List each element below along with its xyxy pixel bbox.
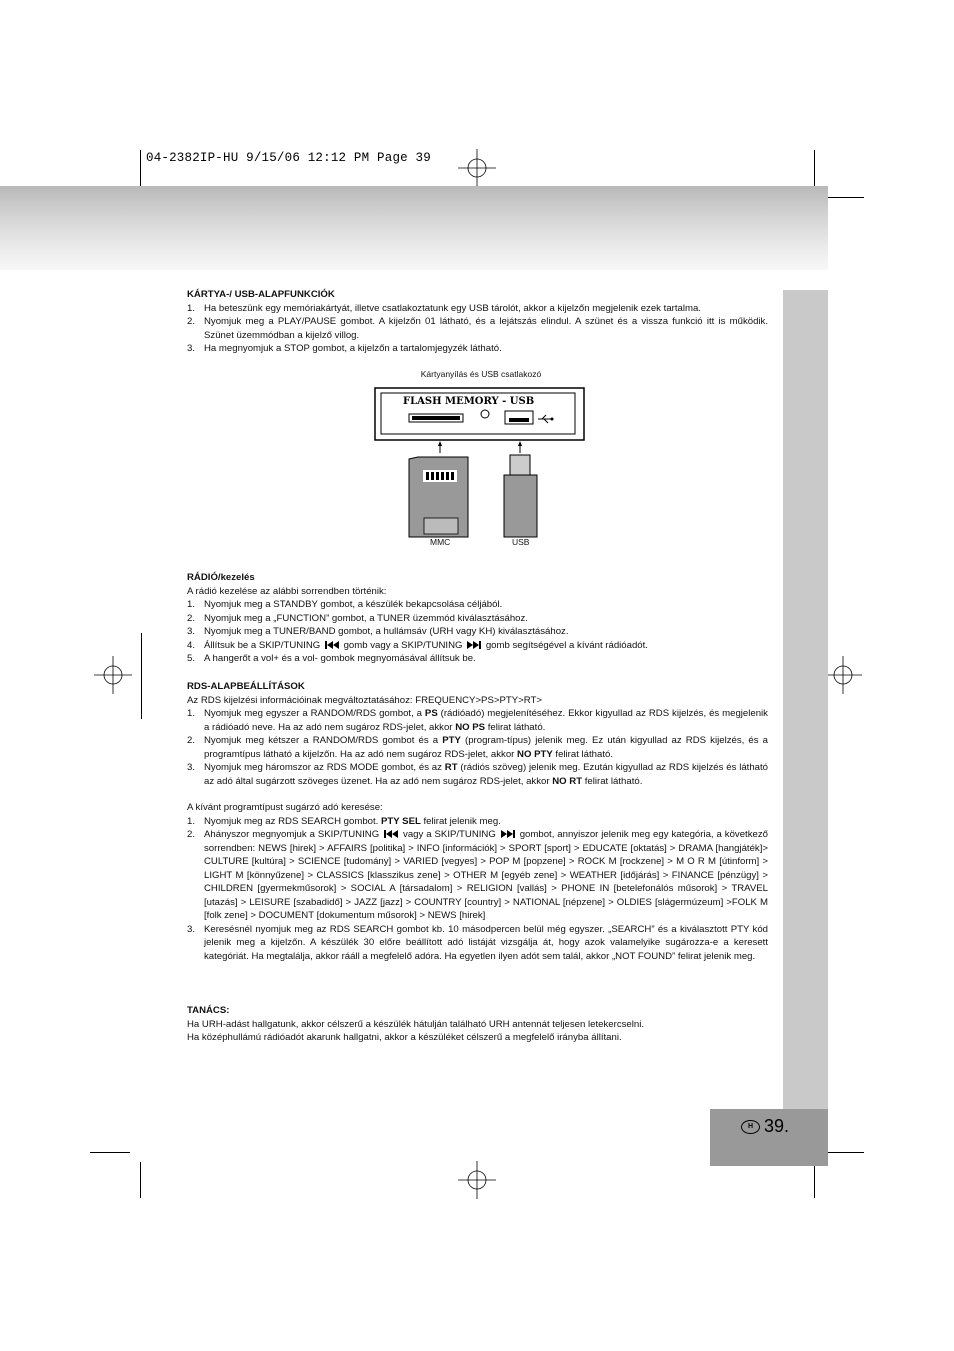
list-item: 1. Nyomjuk meg az RDS SEARCH gombot. PTY SEL felirat jelenik meg. bbox=[187, 815, 501, 827]
list-item: 2. Nyomjuk meg a „FUNCTION” gombot, a TUNER üzemmód kiválasztásához. bbox=[187, 612, 528, 624]
page-number bbox=[741, 1116, 789, 1137]
usb-label: USB bbox=[512, 537, 530, 547]
panel-label: FLASH MEMORY - USB bbox=[403, 396, 535, 407]
skip-forward-icon bbox=[467, 641, 481, 649]
print-slug: 04-2382IP-HU 9/15/06 12:12 PM Page 39 bbox=[146, 151, 431, 165]
list-item: 5. A hangerőt a vol+ és a vol- gombok megnyomásával állítsuk be. bbox=[187, 653, 476, 664]
header-gradient-band bbox=[0, 186, 828, 270]
list-item: 3. Nyomjuk meg a TUNER/BAND gombot, a hullámsáv (URH vagy KH) kiválasztásához. bbox=[187, 626, 569, 637]
section-heading: KÁRTYA-/ USB-ALAPFUNKCIÓK bbox=[187, 289, 335, 300]
list-item: 4. Állítsuk be a SKIP/TUNING gomb vagy a SKIP/TUNING gomb segítségével a kívánt rádióadót. bbox=[187, 639, 648, 651]
section-card-usb bbox=[187, 288, 768, 356]
skip-forward-icon bbox=[501, 830, 515, 838]
crop-mark bbox=[90, 1152, 130, 1153]
registration-mark bbox=[94, 656, 132, 694]
crop-mark bbox=[814, 1162, 815, 1198]
section-pty-search bbox=[187, 801, 768, 963]
section-heading: RÁDIÓ/kezelés bbox=[187, 572, 255, 583]
section-rds bbox=[187, 680, 768, 788]
registration-mark bbox=[824, 656, 862, 694]
page-number-text: 39. bbox=[764, 1116, 790, 1136]
paragraph: A kívánt programtípust sugárzó adó keresése: bbox=[187, 802, 383, 813]
section-radio bbox=[187, 571, 768, 666]
figure-caption: Kártyanyílás és USB csatlakozó bbox=[420, 369, 542, 379]
list-item: 3. Nyomjuk meg háromszor az RDS MODE gombot, és az RT (rádiós szöveg) jelenik meg. Ezután kigyullad az RDS kijelzés és látható az adó által sugárzott szöveges üzenet. Ha az adó nem sugároz RDS-jelet, akkor NO RT felirat látható. bbox=[187, 762, 769, 787]
list-item: 2. Nyomjuk meg kétszer a RANDOM/RDS gombot és a PTY (program-típus) jelenik meg. Ez után kigyullad az RDS kijelzés, és a programtípus látható a kijelzőn. Ha az adó nem sugároz RDS-jelet, akkor NO PTY felirat látható. bbox=[187, 735, 769, 760]
crop-mark bbox=[141, 633, 142, 719]
list-item: 1. Ha beteszünk egy memóriakártyát, illetve csatlakoztatunk egy USB tárolót, akkor a kijelzőn megjelenik ezek tartalma. bbox=[187, 302, 701, 314]
list-item: 2. Nyomjuk meg a PLAY/PAUSE gombot. A kijelzőn 01 látható, és a lejátszás elindul. A szünet és a vissza funkció itt is működik. Szünet üzemmódban a kijelző villog. bbox=[187, 316, 768, 341]
registration-mark bbox=[458, 1161, 496, 1199]
language-badge: H bbox=[741, 1120, 760, 1134]
paragraph: Ha középhullámú rádióadót akarunk hallgatni, akkor a készüléket célszerű a megfelelő irányba állítani. bbox=[187, 1032, 622, 1043]
list-item: 2. Ahányszor megnyomjuk a SKIP/TUNING vagy a SKIP/TUNING gombot, annyiszor jelenik meg egy kategória, a következő sorrendben: NEWS [hirek] > AFFAIRS [politika] > INFO [információk] > SPORT [sport] > EDUCATE [oktatás] > DRAMA [hangjáték]> CULTURE [kultúra] > SCIENCE [tudomány] > VARIED [vegyes] > POP M [popzene] > ROCK M [rockzene] > M O R M [útinform] > LIGHT M [könnyűzene] > CLASSICS [klasszikus zene] > OTHER M [egyéb zene] > WEATHER [időjárás] > FINANCE [pénzügy] > CHILDREN [gyermekműsorok] > SOCIAL A [társadalom] > RELIGION [vallás] > PHONE IN [betelefonálós műsorok] > TRAVEL [utazás] > LEISURE [szabadidő] > JAZZ [jazz] > COUNTRY [country] > NATIONAL [népzene] > OLDIES [slágermúzeum] >FOLK M [folk zene] > DOCUMENT [dokumentum műsorok] > NEWS [hirek] bbox=[187, 829, 768, 921]
crop-mark bbox=[140, 1162, 141, 1198]
skip-back-icon bbox=[325, 641, 339, 649]
paragraph: A rádió kezelése az alábbi sorrendben történik: bbox=[187, 585, 387, 597]
list-item: 1. Nyomjuk meg egyszer a RANDOM/RDS gombot, a PS (rádióadó) megjelenítéséhez. Ekkor kigyullad az RDS kijelzés, és megjelenik a rádióadó neve. Ha az adó nem sugároz RDS-jelet, akkor NO PS felirat látható. bbox=[187, 708, 768, 733]
crop-mark bbox=[824, 1152, 864, 1153]
skip-back-icon bbox=[384, 830, 398, 838]
mmc-label: MMC bbox=[430, 537, 451, 547]
side-tab bbox=[783, 290, 828, 1110]
section-tips bbox=[187, 1004, 768, 1045]
section-heading: TANÁCS: bbox=[187, 1005, 230, 1016]
list-item: 1. Nyomjuk meg a STANDBY gombot, a készülék bekapcsolása céljából. bbox=[187, 599, 503, 610]
list-item: 3. Keresésnél nyomjuk meg az RDS SEARCH gombot kb. 10 másodpercen belül még egyszer. „SEARCH” és a kiválasztott PTY kód jelenik meg a kijelzőn. A készülék 30 előre beállított adó listáját vizsgálja át, hogy azok valamelyike sugározza-e a keresett kategóriát. Ha megtalálja, akkor rááll a megfelelő adóra. Ha egyetlen ilyen adót sem talál, akkor „NOT FOUND” felirat jelenik meg. bbox=[187, 923, 768, 962]
registration-mark bbox=[458, 149, 496, 187]
crop-mark bbox=[824, 197, 864, 198]
flash-usb-illustration bbox=[372, 385, 588, 550]
crop-mark bbox=[140, 150, 141, 186]
crop-mark bbox=[814, 150, 815, 186]
paragraph: Ha URH-adást hallgatunk, akkor célszerű a készülék hátulján található URH antennát teljesen letekercselni. bbox=[187, 1018, 645, 1030]
section-heading: RDS-ALAPBEÁLLÍTÁSOK bbox=[187, 681, 305, 692]
list-item: 3. Ha megnyomjuk a STOP gombot, a kijelzőn a tartalomjegyzék látható. bbox=[187, 343, 502, 354]
paragraph: Az RDS kijelzési információinak megváltoztatásához: FREQUENCY>PS>PTY>RT> bbox=[187, 694, 542, 706]
